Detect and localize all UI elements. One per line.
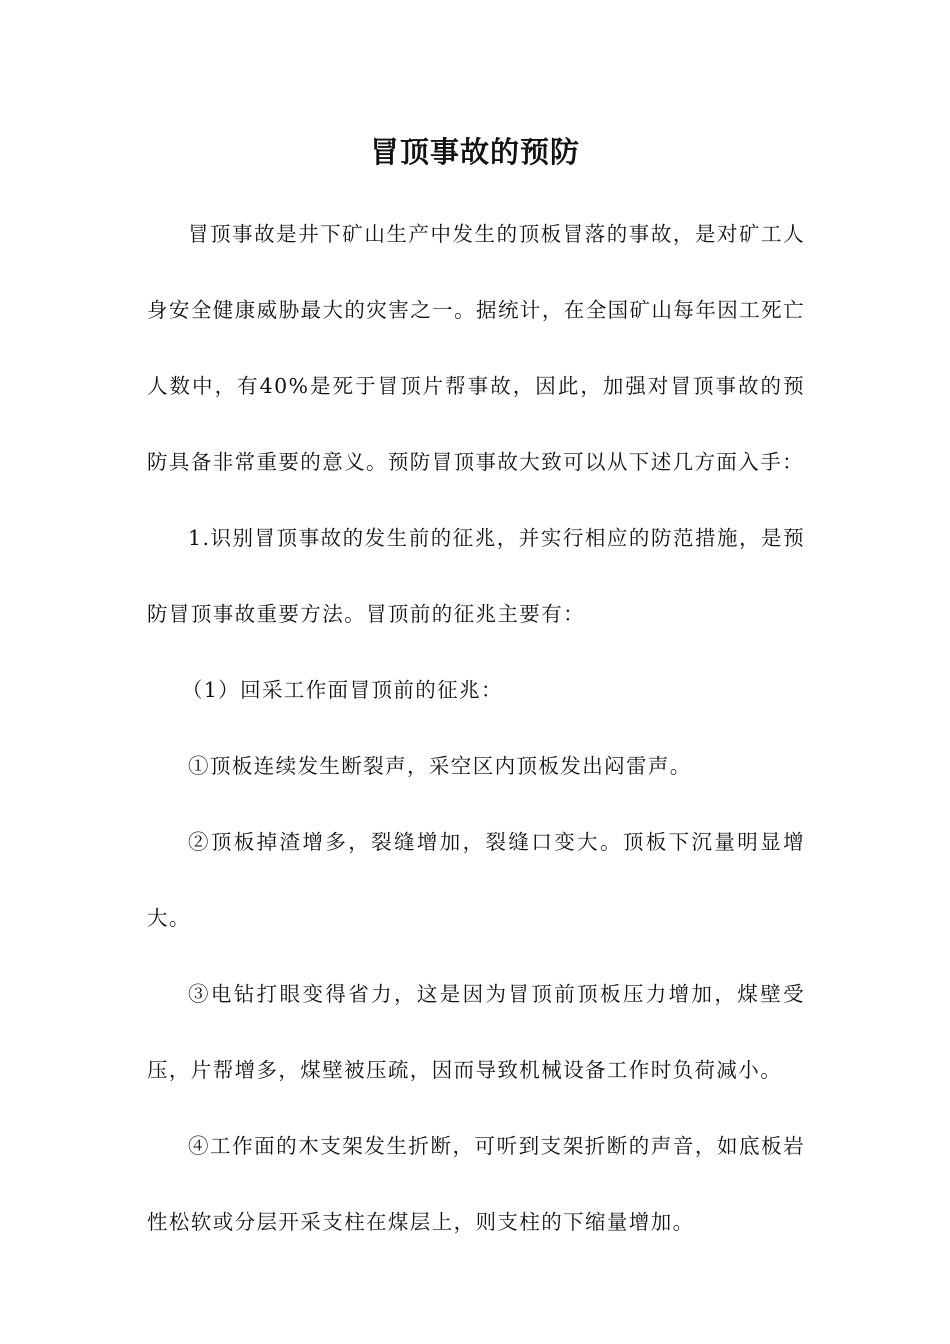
document-title: 冒顶事故的预防 xyxy=(369,135,580,169)
paragraph-sign-1: ①顶板连续发生断裂声，采空区内顶板发出闷雷声。 xyxy=(188,754,692,778)
document-body xyxy=(147,196,805,1260)
paragraph-point-1: 1.识别冒顶事故的发生前的征兆，并实行相应的防范措施，是预防冒顶事故重要方法。冒顶前的征兆主要有： xyxy=(147,526,805,626)
paragraph-sign-2: ②顶板掉渣增多，裂缝增加，裂缝口变大。顶板下沉量明显增大。 xyxy=(147,830,805,930)
paragraph-sign-4: ④工作面的木支架发生折断，可听到支架折断的声音，如底板岩性松软或分层开采支柱在煤层上，则支柱的下缩量增加。 xyxy=(147,1134,805,1234)
paragraph-intro: 冒顶事故是井下矿山生产中发生的顶板冒落的事故，是对矿工人身安全健康威胁最大的灾害之一。据统计，在全国矿山每年因工死亡人数中，有40%是死于冒顶片帮事故，因此，加强对冒顶事故的预防具备非常重要的意义。预防冒顶事故大致可以从下述几方面入手： xyxy=(147,222,805,474)
paragraph-subheading: （1）回采工作面冒顶前的征兆： xyxy=(181,678,503,702)
paragraph-sign-3: ③电钻打眼变得省力，这是因为冒顶前顶板压力增加，煤壁受压，片帮增多，煤壁被压疏，因而导致机械设备工作时负荷减小。 xyxy=(147,982,805,1082)
